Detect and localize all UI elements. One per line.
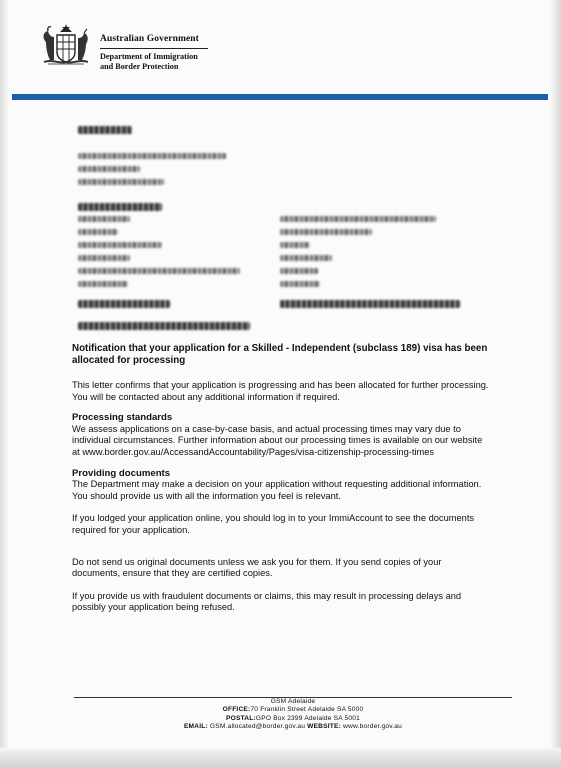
footer-contact-line: [74, 723, 512, 731]
header-blue-bar: [12, 94, 548, 100]
redacted-detail-label: [78, 229, 118, 235]
postal-label: POSTAL:: [226, 714, 256, 722]
redacted-detail-label: [78, 268, 240, 274]
processing-standards-paragraph: We assess applications on a case-by-case basis, and actual processing times may vary due to individual circumstances. Further information about our processing times is available on our website at www.border.gov.au/AccessandAccountability/Pages/visa-citizenship-processing-times: [72, 423, 483, 457]
footer-office-line: [74, 706, 512, 714]
office-address: 70 Franklin Street Adelaide SA 5000: [250, 706, 364, 714]
redacted-detail-value: [280, 281, 320, 287]
email-label: EMAIL:: [183, 723, 208, 731]
redacted-detail-label: [78, 255, 130, 261]
website-address: www.border.gov.au: [343, 723, 403, 731]
redacted-address-line: [78, 179, 164, 185]
letterhead-rule: [100, 48, 208, 49]
redacted-detail-label: [78, 216, 130, 222]
redacted-detail-value: [280, 268, 318, 274]
page-edge-shadow-right: [551, 0, 561, 768]
original-documents-paragraph: Do not send us original documents unless we ask you for them. If you send copies of your documents, ensure that they are certified copies.: [72, 556, 442, 579]
fraud-warning-paragraph: If you provide us with fraudulent documents or claims, this may result in processing delays and possibly your application being refused.: [72, 590, 462, 613]
page-edge-shadow-bottom: [0, 748, 561, 768]
department-name-line2: and Border Protection: [100, 62, 179, 71]
redacted-date: [78, 126, 132, 134]
providing-documents-paragraph: The Department may make a decision on your application without requesting additional information. You should provide us with all the information you feel is relevant.: [72, 479, 482, 501]
redacted-details-heading: [78, 203, 162, 211]
letterhead: [100, 34, 208, 72]
intro-paragraph: This letter confirms that your application is progressing and has been allocated for further processing. You will be contacted about any additional information if required.: [72, 380, 489, 402]
letter-title: Notification that your application for a Skilled - Independent (subclass 189) visa has been allocated for processing: [72, 343, 488, 366]
footer-postal-line: [74, 715, 512, 723]
website-label: WEBSITE:: [307, 723, 341, 731]
postal-address: GPO Box 2399 Adelaide SA 5001: [255, 714, 360, 722]
redacted-address-line: [78, 166, 140, 172]
coat-of-arms-icon: [40, 22, 92, 68]
redacted-detail-label: [78, 242, 162, 248]
footer-office-name: GSM Adelaide: [270, 698, 316, 705]
email-address: GSM.allocated@border.gov.au: [209, 723, 306, 731]
government-name: Australian Government: [100, 34, 199, 44]
providing-documents-heading: Providing documents: [72, 467, 171, 479]
page-edge-shadow-left: [0, 0, 8, 768]
letter-body: [72, 343, 492, 614]
redacted-reference-value: [280, 300, 460, 308]
processing-standards-heading: Processing standards: [72, 412, 173, 424]
redacted-detail-value: [280, 255, 332, 261]
redacted-address-line: [78, 153, 226, 159]
redacted-detail-value: [280, 242, 310, 248]
redacted-reference-label: [78, 300, 170, 308]
redacted-detail-value: [280, 229, 372, 235]
redacted-detail-label: [78, 281, 128, 287]
redacted-detail-value: [280, 216, 436, 222]
department-name-line1: Department of Immigration: [100, 52, 198, 61]
office-label: OFFICE:: [222, 706, 251, 714]
footer-contact: [74, 698, 512, 732]
redacted-salutation: [78, 322, 250, 330]
immiaccount-paragraph: If you lodged your application online, you should log in to your ImmiAccount to see the documents required for your application.: [72, 513, 475, 535]
